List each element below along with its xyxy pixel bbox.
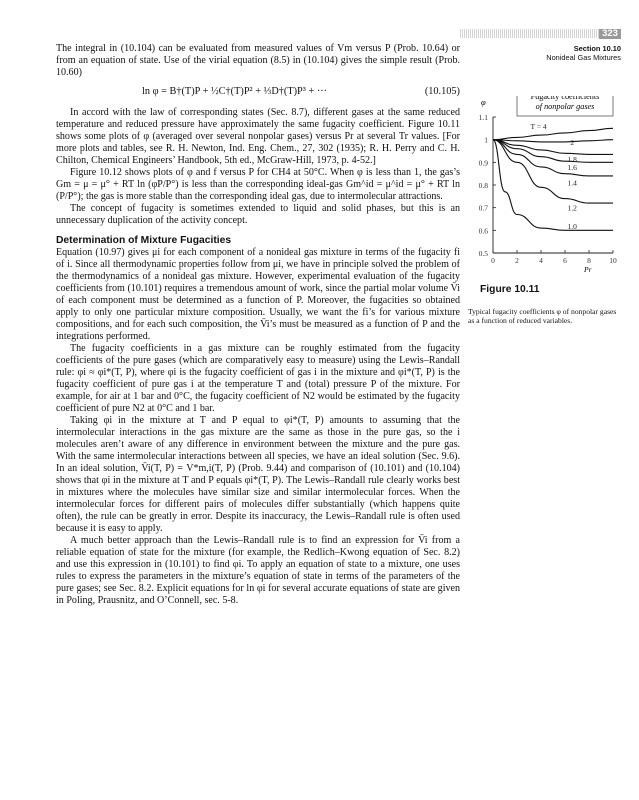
series-line	[493, 137, 613, 203]
figure-10-11-chart	[467, 96, 625, 274]
section-heading: Determination of Mixture Fugacities	[56, 235, 232, 246]
running-header	[546, 44, 621, 62]
series-line	[493, 137, 613, 163]
series-label: T = 4	[530, 122, 547, 132]
header-rule	[460, 29, 620, 38]
y-axis-label: φ	[481, 97, 486, 107]
equation-expression: ln φ = B†(T)P + ½C†(T)P² + ⅓D†(T)P³ + ···	[142, 86, 328, 97]
paragraph: In accord with the law of corresponding states (Sec. 8.7), different gases at the same reduced temperature and reduced pressure have approximately the same fugacity coefficient. Figure 10.11 shows some plots of φ (averaged over several nonpolar gases) versus Pr at several Tr values. [For more plots and tables, see R. H. Newton, Ind. Eng. Chem., 27, 302 (1935); R. H. Perry and C. H. Chilton, Chemical Engineers’ Handbook, 5th ed., McGraw-Hill, 1973, p. 4-52.]	[56, 107, 460, 166]
x-tick-label: 10	[609, 256, 617, 265]
y-tick-label: 0.5	[478, 249, 488, 258]
body-text	[56, 43, 460, 607]
paragraph: The integral in (10.104) can be evaluated from measured values of Vm versus P (Prob. 10.64) or from an equation of state. Use of the virial equation (8.5) in (10.104) gives the simple result (Prob. 10.60)	[56, 43, 460, 78]
paragraph: A much better approach than the Lewis–Randall rule is to find an expression for V̄i from a reliable equation of state for the mixture (for example, the Redlich–Kwong equation of Sec. 8.2) and use this expression in (10.101) to find φi. To apply an equation of state to a mixture, one uses rules to express the parameters in the mixture’s equation of state in terms of the parameters of the pure gases; see Sec. 8.2. Explicit equations for ln φi for several accurate equations of state are given in Poling, Prausnitz, and O’Connell, sec. 5-8.	[56, 535, 460, 606]
y-tick-label: 1	[484, 135, 488, 145]
fugacity-chart	[467, 96, 625, 274]
paragraph: Figure 10.12 shows plots of φ and f versus P for CH4 at 50°C. When φ is less than 1, the gas’s Gm = μ = μ° + RT ln (φP/P°) is less than the corresponding ideal-gas Gm^id = μ^id = μ° + RT ln (P/P°); the gas is more stable than the corresponding ideal gas, due to intermolecular attractions.	[56, 167, 460, 202]
equation-number: (10.105)	[424, 86, 460, 97]
paragraph: Taking φi in the mixture at T and P equal to φi*(T, P) amounts to assuming that the intermolecular interactions in the gas mixture are the same as those in the pure gas, so the i molecules aren’t aware of any difference in environment between the mixture and the pure gas. With the same intermolecular interactions between all species, we have an ideal solution (Sec. 9.6). In an ideal solution, V̄i(T, P) = V*m,i(T, P) (Prob. 9.44) and comparison of (10.101) and (10.104) shows that φi in the mixture at T and P equals φi*(T, P). The Lewis–Randall rule clearly works best in mixtures where the molecules have similar size and similar intermolecular forces. When the intermolecular forces for different pairs of molecules differ substantially (which happens quite often), the rule can be greatly in error. Despite its inaccuracy, the Lewis–Randall rule is often used because it is easy to apply.	[56, 415, 460, 534]
y-tick-label: 1.1	[478, 113, 488, 122]
figure-caption: Typical fugacity coefficients φ of nonpolar gases as a function of reduced variables.	[468, 307, 617, 326]
series-label: 1.4	[567, 178, 577, 188]
x-tick-label: 6	[563, 256, 567, 265]
paragraph: The fugacity coefficients in a gas mixture can be roughly estimated from the fugacity coefficients of the pure gases (which are comparatively easy to measure) using the Lewis–Randall rule: φi ≈ φi*(T, P), where φi is the fugacity coefficient of gas i in the mixture and φi*(T, P) is the fugacity coefficient of pure gas i at the temperature T and (total) pressure P of the mixture. For example, for air at 1 bar and 0°C, the fugacity coefficient of N2 would be estimated by the fugacity coefficient of pure N2 at 0°C and 1 bar.	[56, 343, 460, 414]
x-tick-label: 2	[515, 256, 519, 265]
series-label: 1.2	[567, 203, 577, 213]
figure-label: Figure 10.11	[480, 284, 540, 295]
chart-title-line1: Fugacity coefficients	[530, 96, 600, 101]
page-number: 323	[599, 29, 621, 39]
paragraph: The concept of fugacity is sometimes extended to liquid and solid phases, but this is an unnecessary duplication of the activity concept.	[56, 203, 460, 226]
paragraph: Equation (10.97) gives μi for each component of a nonideal gas mixture in terms of the fugacity fi of i. Since all thermodynamic properties follow from μi, we have in principle solved the problem of the thermodynamics of a nonideal gas mixture. However, experimental evaluation of the fugacity coefficients from (10.101) requires a tremendous amount of work, since the partial molar volume V̄i of each component must be determined as a function of P. Moreover, the fugacities so obtained apply to only one particular mixture composition. Usually, we want the fi’s for various mixture compositions, and for each such composition, the V̄i’s must be measured as a function of P and the integrations performed.	[56, 247, 460, 342]
y-tick-label: 0.6	[478, 226, 488, 236]
x-tick-label: 4	[539, 256, 543, 265]
series-label: 1.0	[567, 221, 577, 231]
y-tick-label: 0.7	[478, 203, 488, 213]
series-line	[493, 140, 613, 142]
series-label: 1.8	[567, 154, 577, 164]
x-axis-label: Pr	[584, 265, 592, 274]
x-tick-label: 8	[587, 256, 591, 265]
section-title: Nonideal Gas Mixtures	[546, 53, 621, 63]
chart-title-line2: of nonpolar gases	[535, 102, 595, 111]
y-tick-label: 0.8	[478, 181, 488, 190]
section-number: Section 10.10	[573, 44, 621, 53]
series-label: 2	[570, 137, 575, 147]
series-line	[493, 128, 613, 139]
x-tick-label: 0	[491, 256, 495, 265]
y-tick-label: 0.9	[478, 158, 488, 168]
equation-10-105	[56, 85, 460, 101]
series-label: 1.6	[567, 162, 577, 172]
